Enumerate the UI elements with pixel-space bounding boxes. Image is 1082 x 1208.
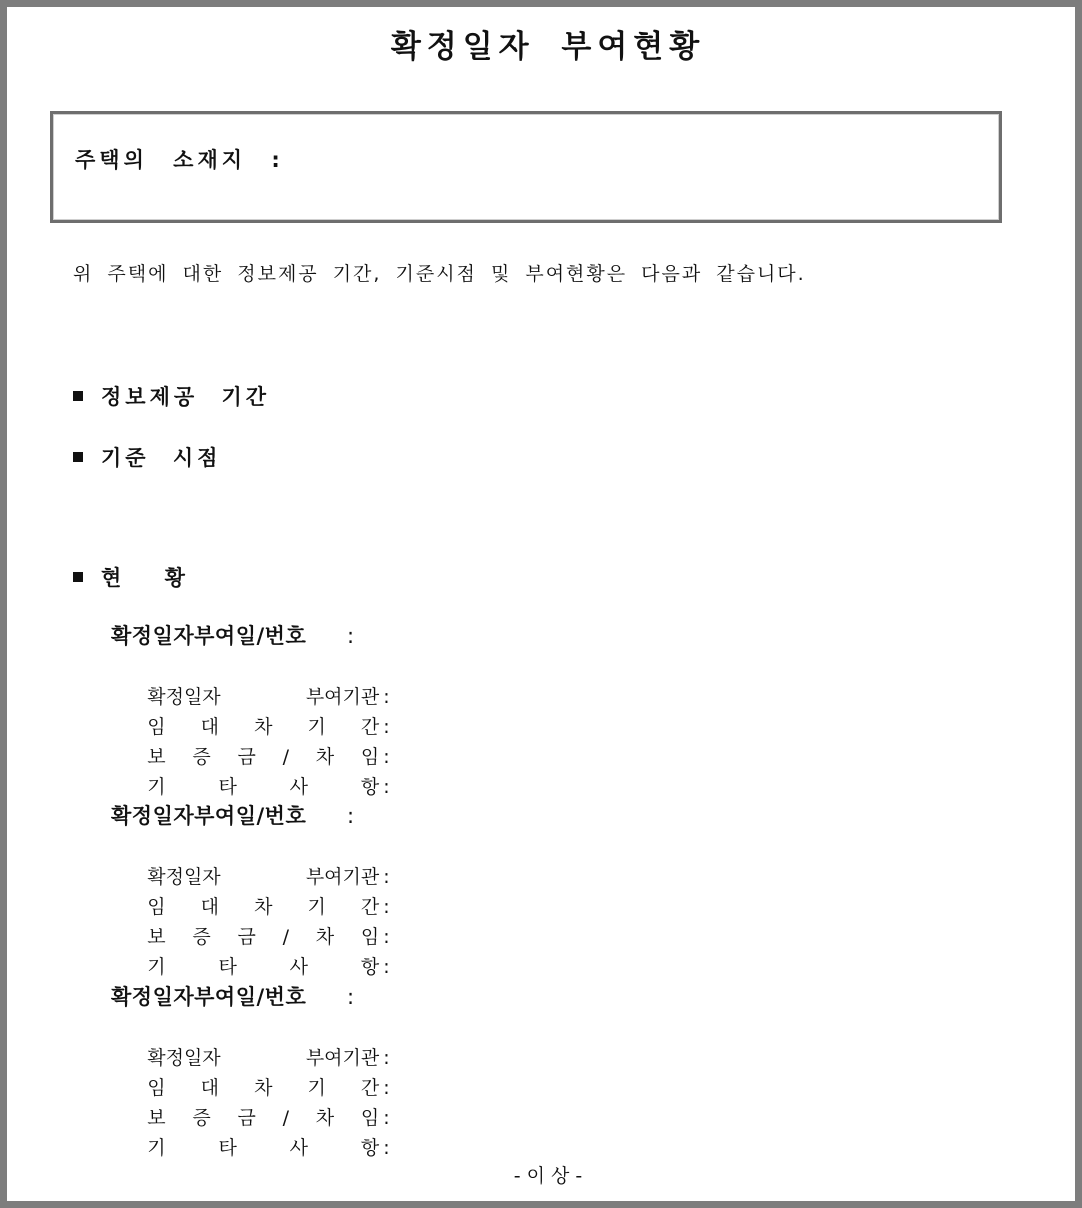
- colon: :: [383, 686, 390, 708]
- record-row: [111, 1013, 390, 1069]
- lease-period-label: 임 대 차 기 간: [147, 896, 380, 918]
- colon: :: [347, 804, 355, 828]
- other-items-label: 기 타 사 항: [147, 776, 380, 798]
- square-bullet-icon: [73, 452, 83, 462]
- record-header: [111, 621, 390, 652]
- square-bullet-icon: [73, 391, 83, 401]
- colon: :: [347, 985, 355, 1009]
- record-block: [111, 982, 390, 1159]
- record-block: [111, 801, 390, 978]
- record-header: [111, 982, 390, 1013]
- deposit-rent-label: 보 증 금 / 차 임: [147, 1107, 380, 1129]
- record-header: [111, 801, 390, 832]
- colon: :: [383, 716, 390, 738]
- section-reference-time-label: 기준 시점: [101, 446, 222, 470]
- deposit-rent-label: 보 증 금 / 차 임: [147, 746, 380, 768]
- document-title: 확정일자 부여현황: [390, 29, 706, 65]
- colon: :: [383, 1077, 390, 1099]
- record-block: [111, 621, 390, 798]
- other-items-label: 기 타 사 항: [147, 1137, 380, 1159]
- address-box: [50, 111, 1002, 223]
- square-bullet-icon: [73, 572, 83, 582]
- colon: :: [383, 896, 390, 918]
- other-items-label: 기 타 사 항: [147, 956, 380, 978]
- colon: :: [383, 866, 390, 888]
- colon: :: [347, 624, 355, 648]
- address-label: 주택의 소재지 :: [75, 148, 284, 172]
- colon: :: [383, 1047, 390, 1069]
- agency-label: 확정일자 부여기관: [147, 1047, 380, 1069]
- agency-label: 확정일자 부여기관: [147, 866, 380, 888]
- deposit-rent-label: 보 증 금 / 차 임: [147, 926, 380, 948]
- colon: :: [383, 926, 390, 948]
- section-status-label: 현 황: [101, 566, 189, 590]
- colon: :: [383, 1137, 390, 1159]
- colon: :: [383, 956, 390, 978]
- colon: :: [383, 1107, 390, 1129]
- lease-period-label: 임 대 차 기 간: [147, 716, 380, 738]
- agency-label: 확정일자 부여기관: [147, 686, 380, 708]
- record-header-label: 확정일자부여일/번호: [111, 985, 307, 1009]
- lease-period-label: 임 대 차 기 간: [147, 1077, 380, 1099]
- section-reference-time: [73, 442, 221, 472]
- section-status: [73, 562, 189, 592]
- record-row: [111, 832, 390, 888]
- record-row: [111, 652, 390, 708]
- end-mark: - 이 상 -: [513, 1165, 583, 1187]
- intro-text: 위 주택에 대한 정보제공 기간, 기준시점 및 부여현황은 다음과 같습니다.: [73, 263, 806, 285]
- record-header-label: 확정일자부여일/번호: [111, 624, 307, 648]
- section-period-label: 정보제공 기간: [101, 385, 271, 409]
- colon: :: [383, 746, 390, 768]
- record-header-label: 확정일자부여일/번호: [111, 804, 307, 828]
- section-period: [73, 381, 270, 411]
- colon: :: [383, 776, 390, 798]
